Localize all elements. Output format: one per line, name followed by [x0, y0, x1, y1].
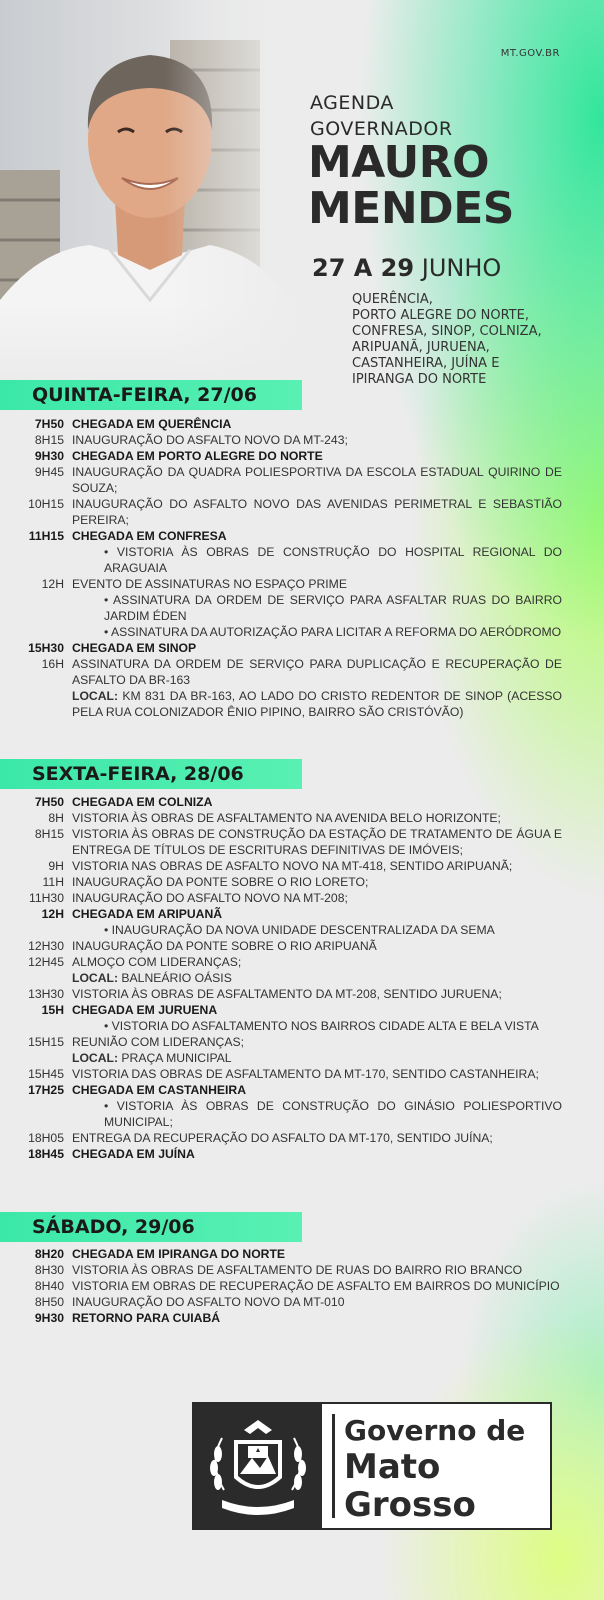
schedule-thursday	[0, 416, 604, 720]
schedule-row	[0, 1246, 604, 1262]
location-value: BALNEÁRIO OÁSIS	[121, 971, 232, 985]
schedule-time: 11H15	[28, 529, 64, 543]
schedule-text: INAUGURAÇÃO DO ASFALTO NOVO DA MT-010	[72, 1295, 345, 1309]
schedule-time	[0, 688, 72, 720]
logo-line-2: Mato	[344, 1447, 441, 1487]
schedule-text: INAUGURAÇÃO DO ASFALTO NOVO NA MT-208;	[72, 891, 348, 905]
schedule-time: 8H15	[34, 827, 64, 841]
governor-name	[308, 137, 514, 234]
schedule-row	[0, 656, 604, 688]
schedule-text: CHEGADA EM ARIPUANÃ	[72, 907, 223, 921]
schedule-text: CHEGADA EM COLNIZA	[72, 795, 213, 809]
schedule-time	[0, 1050, 72, 1066]
schedule-text: • INAUGURAÇÃO DA NOVA UNIDADE DESCENTRALIZADA DA SEMA	[104, 923, 495, 937]
schedule-text: ALMOÇO COM LIDERANÇAS;	[72, 955, 242, 969]
location-value: KM 831 DA BR-163, AO LADO DO CRISTO REDENTOR DE SINOP (ACESSO PELA RUA COLONIZADOR ÊNIO PIPINO, BAIRRO SÃO CRISTÓVÃO)	[72, 689, 562, 719]
schedule-time	[0, 624, 72, 640]
schedule-row	[0, 1310, 604, 1326]
schedule-row	[0, 986, 604, 1002]
schedule-row	[0, 464, 604, 496]
schedule-text: CHEGADA EM JURUENA	[72, 1003, 218, 1017]
schedule-text: CHEGADA EM JUÍNA	[72, 1147, 195, 1161]
schedule-row	[0, 1082, 604, 1098]
schedule-time: 11H30	[28, 891, 64, 905]
schedule-row	[0, 826, 604, 858]
schedule-time: 8H20	[34, 1247, 64, 1261]
date-month: JUNHO	[421, 254, 502, 282]
schedule-text: CHEGADA EM CONFRESA	[72, 529, 227, 543]
schedule-row	[0, 858, 604, 874]
schedule-text: VISTORIA ÀS OBRAS DE CONSTRUÇÃO DA ESTAÇÃO DE TRATAMENTO DE ÁGUA E ENTREGA DE TÍTULOS DE ESCRITURAS DEFINITIVAS DE IMÓVEIS;	[72, 827, 562, 857]
schedule-row	[0, 1066, 604, 1082]
city-line: QUERÊNCIA,	[352, 292, 433, 307]
schedule-row	[0, 954, 604, 970]
schedule-saturday	[0, 1246, 604, 1326]
schedule-row	[0, 1034, 604, 1050]
schedule-time: 16H	[41, 657, 64, 671]
schedule-row	[0, 416, 604, 432]
schedule-time: 15H15	[28, 1035, 64, 1049]
schedule-row	[0, 794, 604, 810]
schedule-time: 7H50	[34, 417, 64, 431]
schedule-text: CHEGADA EM CASTANHEIRA	[72, 1083, 247, 1097]
city-line: CASTANHEIRA, JUÍNA E	[352, 356, 500, 371]
schedule-text: CHEGADA EM QUERÊNCIA	[72, 417, 232, 431]
location-label: LOCAL:	[72, 689, 119, 703]
schedule-row	[0, 810, 604, 826]
schedule-row	[0, 624, 604, 640]
schedule-time	[0, 922, 72, 938]
schedule-text: • VISTORIA ÀS OBRAS DE CONSTRUÇÃO DO HOSPITAL REGIONAL DO ARAGUAIA	[104, 545, 562, 575]
schedule-row	[0, 922, 604, 938]
schedule-row	[0, 906, 604, 922]
schedule-row	[0, 1262, 604, 1278]
city-line: ARIPUANÃ, JURUENA,	[352, 340, 490, 355]
schedule-time: 8H	[48, 811, 64, 825]
site-url: MT.GOV.BR	[500, 48, 560, 59]
schedule-text: CHEGADA EM IPIRANGA DO NORTE	[72, 1247, 286, 1261]
city-line: CONFRESA, SINOP, COLNIZA,	[352, 324, 542, 339]
schedule-text: CHEGADA EM PORTO ALEGRE DO NORTE	[72, 449, 323, 463]
logo-line-3: Grosso	[344, 1485, 476, 1525]
schedule-row	[0, 1018, 604, 1034]
schedule-time	[0, 592, 72, 624]
schedule-time: 9H30	[34, 1311, 64, 1325]
schedule-time: 15H	[41, 1003, 64, 1017]
schedule-row	[0, 576, 604, 592]
schedule-row	[0, 688, 604, 720]
schedule-row	[0, 528, 604, 544]
schedule-text: ENTREGA DA RECUPERAÇÃO DO ASFALTO DA MT-170, SENTIDO JUÍNA;	[72, 1131, 493, 1145]
schedule-text: VISTORIA ÀS OBRAS DE ASFALTAMENTO DE RUAS DO BAIRRO RIO BRANCO	[72, 1263, 523, 1277]
schedule-time: 17H25	[28, 1083, 64, 1097]
schedule-time	[0, 1098, 72, 1130]
schedule-text: • VISTORIA DO ASFALTAMENTO NOS BAIRROS CIDADE ALTA E BELA VISTA	[104, 1019, 539, 1033]
schedule-time: 12H	[41, 577, 64, 591]
schedule-text: • VISTORIA ÀS OBRAS DE CONSTRUÇÃO DO GINÁSIO POLIESPORTIVO MUNICIPAL;	[104, 1099, 562, 1129]
schedule-time: 8H15	[34, 433, 64, 447]
logo-line-1: Governo de	[344, 1414, 526, 1447]
name-first: MAURO	[308, 137, 489, 188]
logo-divider	[332, 1414, 335, 1518]
schedule-row	[0, 970, 604, 986]
schedule-row	[0, 938, 604, 954]
schedule-text: INAUGURAÇÃO DA PONTE SOBRE O RIO LORETO;	[72, 875, 369, 889]
schedule-text: ASSINATURA DA ORDEM DE SERVIÇO PARA DUPLICAÇÃO E RECUPERAÇÃO DE ASFALTO DA BR-163	[72, 657, 562, 687]
schedule-text: REUNIÃO COM LIDERANÇAS;	[72, 1035, 245, 1049]
schedule-row	[0, 1130, 604, 1146]
logo-wordmark	[344, 1414, 525, 1524]
schedule-row	[0, 1098, 604, 1130]
schedule-text: VISTORIA NAS OBRAS DE ASFALTO NOVO NA MT-418, SENTIDO ARIPUANÃ;	[72, 859, 513, 873]
location-value: PRAÇA MUNICIPAL	[121, 1051, 232, 1065]
schedule-time: 7H50	[34, 795, 64, 809]
schedule-time: 18H05	[28, 1131, 64, 1145]
schedule-time	[0, 544, 72, 576]
schedule-time: 8H50	[34, 1295, 64, 1309]
schedule-row	[0, 496, 604, 528]
day-banner-saturday: SÁBADO, 29/06	[0, 1212, 302, 1242]
date-days: 27 A 29	[312, 254, 415, 282]
schedule-time: 12H30	[28, 939, 64, 953]
schedule-time: 8H40	[34, 1279, 64, 1293]
schedule-time: 9H45	[34, 465, 64, 479]
schedule-text: VISTORIA ÀS OBRAS DE ASFALTAMENTO NA AVENIDA BELO HORIZONTE;	[72, 811, 501, 825]
cities-list	[352, 292, 542, 388]
schedule-text	[72, 1050, 562, 1066]
schedule-row	[0, 874, 604, 890]
schedule-time	[0, 970, 72, 986]
schedule-row	[0, 1002, 604, 1018]
location-label: LOCAL:	[72, 1051, 119, 1065]
city-line: IPIRANGA DO NORTE	[352, 372, 487, 387]
schedule-time: 12H	[41, 907, 64, 921]
schedule-text: CHEGADA EM SINOP	[72, 641, 197, 655]
schedule-text: INAUGURAÇÃO DA PONTE SOBRE O RIO ARIPUANÃ	[72, 939, 377, 953]
agenda-heading	[310, 90, 453, 142]
schedule-time: 8H30	[34, 1263, 64, 1277]
schedule-text	[72, 970, 562, 986]
schedule-row	[0, 1278, 604, 1294]
schedule-row	[0, 1050, 604, 1066]
schedule-friday	[0, 794, 604, 1162]
schedule-text: VISTORIA ÀS OBRAS DE ASFALTAMENTO DA MT-208, SENTIDO JURUENA;	[72, 987, 502, 1001]
schedule-row	[0, 640, 604, 656]
name-last: MENDES	[308, 183, 514, 234]
schedule-time: 13H30	[28, 987, 64, 1001]
schedule-text: • ASSINATURA DA ORDEM DE SERVIÇO PARA ASFALTAR RUAS DO BAIRRO JARDIM ÉDEN	[104, 593, 562, 623]
schedule-time: 15H30	[28, 641, 64, 655]
schedule-time: 9H30	[34, 449, 64, 463]
schedule-time: 9H	[48, 859, 64, 873]
city-line: PORTO ALEGRE DO NORTE,	[352, 308, 529, 323]
schedule-row	[0, 1294, 604, 1310]
governor-photo	[0, 0, 300, 380]
location-label: LOCAL:	[72, 971, 119, 985]
schedule-text: RETORNO PARA CUIABÁ	[72, 1311, 221, 1325]
schedule-time: 10H15	[28, 497, 64, 511]
schedule-text: INAUGURAÇÃO DA QUADRA POLIESPORTIVA DA ESCOLA ESTADUAL QUIRINO DE SOUZA;	[72, 465, 562, 495]
coat-of-arms	[194, 1404, 322, 1528]
governor-title: GOVERNADOR	[310, 118, 453, 140]
day-banner-thursday: QUINTA-FEIRA, 27/06	[0, 380, 302, 410]
agenda-line: AGENDA	[310, 92, 394, 114]
schedule-row	[0, 1146, 604, 1162]
schedule-row	[0, 890, 604, 906]
schedule-text: • ASSINATURA DA AUTORIZAÇÃO PARA LICITAR A REFORMA DO AERÓDROMO	[104, 625, 562, 639]
schedule-text: EVENTO DE ASSINATURAS NO ESPAÇO PRIME	[72, 577, 347, 591]
government-logo	[192, 1402, 552, 1530]
date-range	[312, 254, 501, 282]
schedule-time: 18H45	[28, 1147, 64, 1161]
schedule-row	[0, 448, 604, 464]
schedule-text: INAUGURAÇÃO DO ASFALTO NOVO DA MT-243;	[72, 433, 348, 447]
schedule-time: 12H45	[28, 955, 64, 969]
schedule-time: 11H	[42, 875, 64, 889]
schedule-text: INAUGURAÇÃO DO ASFALTO NOVO DAS AVENIDAS PERIMETRAL E SEBASTIÃO PEREIRA;	[72, 497, 562, 527]
schedule-time	[0, 1018, 72, 1034]
schedule-text: VISTORIA DAS OBRAS DE ASFALTAMENTO DA MT-170, SENTIDO CASTANHEIRA;	[72, 1067, 539, 1081]
schedule-row	[0, 592, 604, 624]
schedule-text	[72, 688, 562, 720]
schedule-text: VISTORIA EM OBRAS DE RECUPERAÇÃO DE ASFALTO EM BAIRROS DO MUNICÍPIO	[72, 1279, 560, 1293]
schedule-time: 15H45	[28, 1067, 64, 1081]
schedule-row	[0, 544, 604, 576]
day-banner-friday: SEXTA-FEIRA, 28/06	[0, 759, 302, 789]
schedule-row	[0, 432, 604, 448]
